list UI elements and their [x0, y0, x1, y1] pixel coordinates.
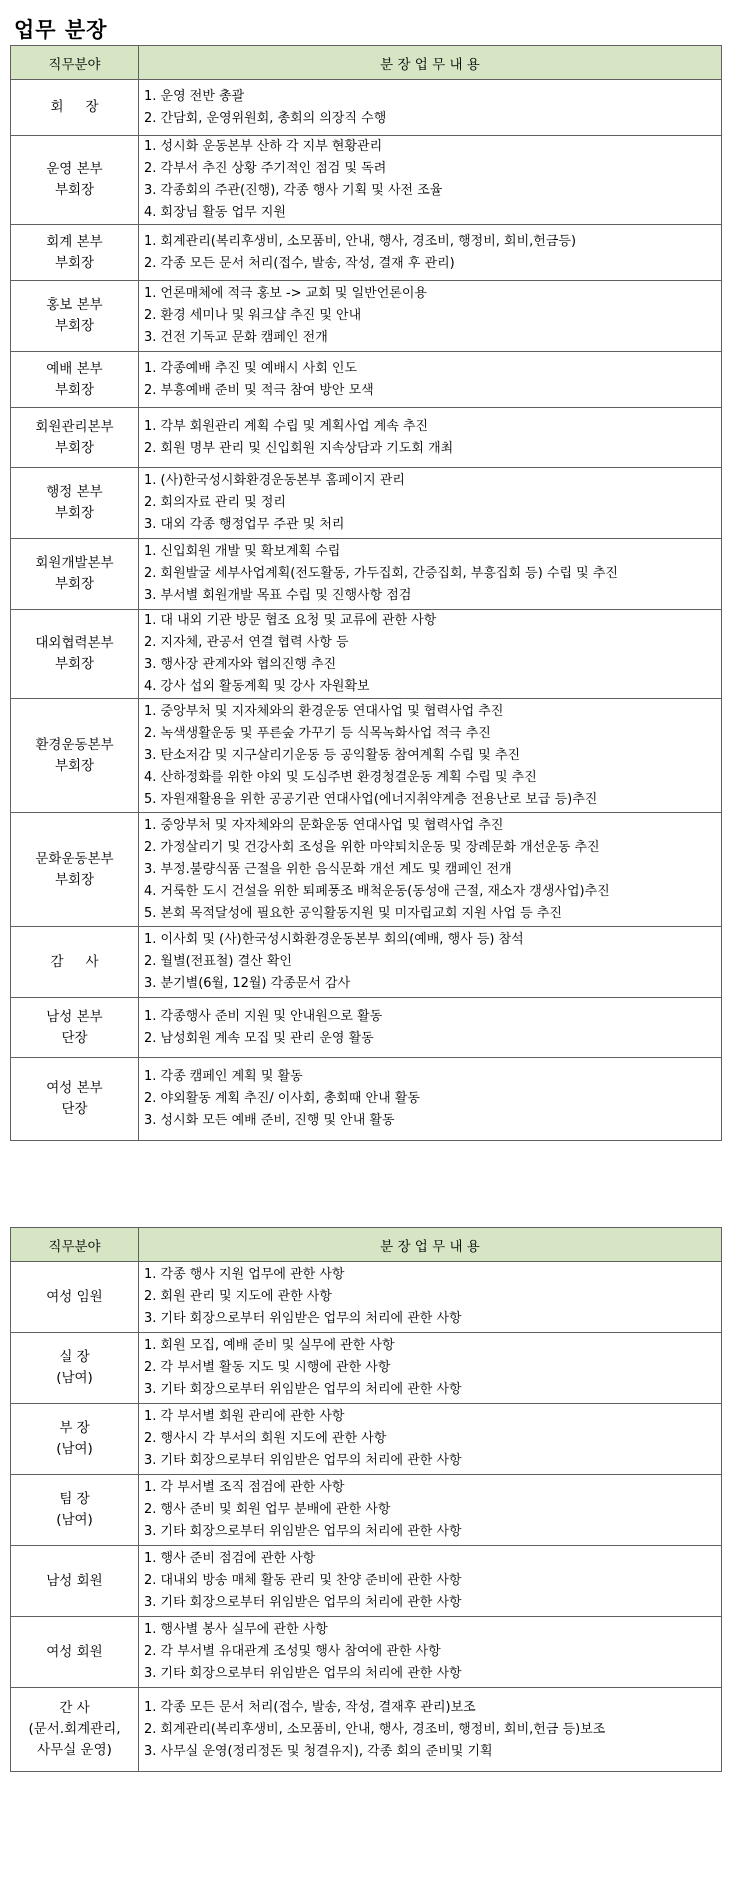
duty-item: 1. 각종예배 추진 및 예배시 사회 인도 — [144, 360, 358, 376]
duty-item: 1. 각부 회원관리 계획 수립 및 계획사업 계속 추진 — [144, 418, 429, 434]
duty-cell — [139, 927, 722, 998]
duty-item: 1. 각종 모든 문서 처리(접수, 발송, 작성, 결재후 관리)보조 — [144, 1699, 476, 1715]
duty-cell — [139, 1262, 722, 1333]
role-label: 부회장 — [54, 656, 95, 672]
table-row — [11, 1058, 722, 1141]
duty-cell — [139, 1546, 722, 1617]
table-row — [11, 539, 722, 610]
table-row — [11, 136, 722, 225]
role-label: 간 사 — [59, 1700, 90, 1716]
page-title: 업무 분장 — [14, 18, 108, 42]
role-cell — [11, 408, 139, 468]
duty-item: 1. 중앙부처 및 자자체와의 문화운동 연대사업 및 협력사업 추진 — [144, 817, 504, 833]
duty-cell — [139, 80, 722, 136]
role-label: 남성 본부 — [46, 1008, 103, 1025]
duty-item: 3. 기타 회장으로부터 위임받은 업무의 처리에 관한 사항 — [144, 1311, 462, 1326]
duty-cell — [139, 1617, 722, 1688]
role-label: 회계 본부 — [46, 233, 103, 250]
duty-item: 5. 본회 목적달성에 필요한 공익활동지원 및 미자립교회 지원 사업 등 추진 — [144, 905, 562, 921]
role-cell — [11, 610, 139, 699]
role-cell — [11, 1546, 139, 1617]
duty-item: 2. 회원발굴 세부사업계획(전도활동, 가두집회, 간증집회, 부흥집회 등) 수립 및 추진 — [144, 566, 618, 581]
role-label: 회원관리본부 — [35, 418, 114, 435]
duty-item: 2. 각 부서별 유대관계 조성및 행사 참여에 관한 사항 — [144, 1644, 441, 1659]
table-row — [11, 610, 722, 699]
table-row — [11, 1688, 722, 1772]
role-label: (문서.회계관리, — [28, 1721, 121, 1737]
duty-cell — [139, 468, 722, 539]
role-label: 단장 — [61, 1029, 88, 1046]
duty-cell — [139, 1688, 722, 1772]
duty-item: 2. 회원 관리 및 지도에 관한 사항 — [144, 1289, 332, 1304]
table-row — [11, 80, 722, 136]
role-label: 행정 본부 — [46, 484, 103, 500]
role-cell — [11, 136, 139, 225]
duty-cell — [139, 1404, 722, 1475]
role-cell — [11, 468, 139, 539]
role-label: 대외협력본부 — [35, 635, 114, 651]
role-cell — [11, 281, 139, 352]
role-label: 여성 본부 — [46, 1080, 103, 1096]
duty-item: 1. 언론매체에 적극 홍보 -> 교회 및 일반언론이용 — [144, 286, 427, 301]
table-row — [11, 1546, 722, 1617]
role-label: 부회장 — [54, 576, 95, 592]
role-label: 부회장 — [54, 871, 95, 888]
role-label: 단장 — [61, 1101, 88, 1117]
role-label: 실 장 — [59, 1349, 90, 1365]
duty-item: 1. (사)한국성시화환경운동본부 홈페이지 관리 — [144, 473, 405, 488]
duty-item: 2. 남성회원 계속 모집 및 관리 운영 활동 — [144, 1030, 374, 1046]
duty-item: 1. 각종 캠페인 계획 및 활동 — [144, 1069, 303, 1084]
role-cell — [11, 1262, 139, 1333]
duty-item: 2. 간담회, 운영위원회, 총회의 의장직 수행 — [144, 110, 387, 126]
role-cell — [11, 1688, 139, 1772]
duty-item: 2. 부흥예배 준비 및 적극 참여 방안 모색 — [144, 382, 374, 398]
role-label: 회장 — [50, 99, 121, 115]
table-row — [11, 1617, 722, 1688]
duty-item: 3. 기타 회장으로부터 위임받은 업무의 처리에 관한 사항 — [144, 1666, 462, 1681]
duty-cell — [139, 998, 722, 1058]
role-label: 부회장 — [54, 757, 95, 774]
table-row — [11, 998, 722, 1058]
header-duties: 분 장 업 무 내 용 — [139, 46, 722, 80]
duty-item: 1. 행사별 봉사 실무에 관한 사항 — [144, 1622, 328, 1637]
role-label: 환경운동본부 — [35, 736, 114, 753]
role-label: 예배 본부 — [46, 360, 103, 377]
duty-item: 1. 신입회원 개발 및 확보계획 수립 — [144, 544, 341, 559]
duty-item: 3. 부정.불량식품 근절을 위한 음식문화 개선 계도 및 캠페인 전개 — [144, 861, 512, 877]
header-role: 직무분야 — [11, 1228, 139, 1262]
duty-cell — [139, 352, 722, 408]
role-label: 홍보 본부 — [46, 297, 103, 313]
role-label: (남여) — [56, 1441, 93, 1457]
duty-item: 2. 회계관리(복리후생비, 소모품비, 안내, 행사, 경조비, 행정비, 회비,헌금 등)보조 — [144, 1721, 606, 1737]
table-row — [11, 1475, 722, 1546]
duty-item: 2. 야외활동 계획 추진/ 이사회, 총회때 안내 활동 — [144, 1091, 420, 1106]
duty-item: 1. 회원 모집, 예배 준비 및 실무에 관한 사항 — [144, 1338, 395, 1353]
duty-item: 1. 성시화 운동본부 산하 각 지부 현황관리 — [144, 139, 383, 154]
role-label: 팀 장 — [59, 1491, 90, 1507]
duty-item: 1. 운영 전반 총괄 — [144, 88, 245, 104]
duty-item: 2. 행사시 각 부서의 회원 지도에 관한 사항 — [144, 1431, 387, 1446]
duty-item: 3. 각종회의 주관(진행), 각종 행사 기획 및 사전 조율 — [144, 183, 443, 198]
duty-item: 2. 각 부서별 활동 지도 및 시행에 관한 사항 — [144, 1360, 391, 1375]
duty-item: 2. 회원 명부 관리 및 신입회원 지속상담과 기도회 개최 — [144, 440, 454, 456]
role-cell — [11, 813, 139, 927]
duty-item: 3. 탄소저감 및 지구살리기운동 등 공익활동 참여계획 수립 및 추진 — [144, 747, 521, 763]
duty-cell — [139, 1475, 722, 1546]
duty-item: 1. 중앙부처 및 지자체와의 환경운동 연대사업 및 협력사업 추진 — [144, 703, 504, 719]
duty-item: 1. 대 내외 기관 방문 협조 요청 및 교류에 관한 사항 — [144, 613, 437, 628]
duty-item: 5. 자원재활용을 위한 공공기관 연대사업(에너지취약계층 전용난로 보급 등)추진 — [144, 791, 598, 807]
role-label: 부회장 — [54, 381, 95, 398]
table-header-row — [11, 46, 722, 80]
duty-item: 4. 산하정화를 위한 야외 및 도심주변 환경청결운동 계획 수립 및 추진 — [144, 769, 537, 785]
duty-item: 2. 각종 모든 문서 처리(접수, 발송, 작성, 결재 후 관리) — [144, 255, 455, 271]
duty-item: 2. 각부서 추진 상황 주기적인 점검 및 독려 — [144, 161, 387, 176]
duty-item: 1. 각 부서별 조직 점검에 관한 사항 — [144, 1480, 345, 1495]
duty-item: 3. 대외 각종 행정업무 주관 및 처리 — [144, 517, 345, 532]
table-row — [11, 1333, 722, 1404]
role-label: 사무실 운영) — [37, 1742, 112, 1758]
role-label: 부회장 — [54, 505, 95, 521]
role-cell — [11, 1475, 139, 1546]
role-cell — [11, 225, 139, 281]
table-row — [11, 813, 722, 927]
role-cell — [11, 539, 139, 610]
duty-item: 2. 대내외 방송 매체 활동 관리 및 찬양 준비에 관한 사항 — [144, 1573, 462, 1588]
role-label: (남여) — [56, 1512, 93, 1528]
duty-item: 1. 회계관리(복리후생비, 소모품비, 안내, 행사, 경조비, 행정비, 회비,헌금등) — [144, 233, 577, 249]
header-duties: 분 장 업 무 내 용 — [139, 1228, 722, 1262]
table-row — [11, 1262, 722, 1333]
duty-item: 2. 회의자료 관리 및 정리 — [144, 495, 286, 510]
role-label: 부회장 — [54, 318, 95, 334]
role-label: 부회장 — [54, 182, 95, 198]
duty-item: 3. 기타 회장으로부터 위임받은 업무의 처리에 관한 사항 — [144, 1382, 462, 1397]
duty-item: 3. 기타 회장으로부터 위임받은 업무의 처리에 관한 사항 — [144, 1524, 462, 1539]
duty-cell — [139, 408, 722, 468]
role-cell — [11, 1058, 139, 1141]
role-cell — [11, 1404, 139, 1475]
duty-item: 2. 행사 준비 및 회원 업무 분배에 관한 사항 — [144, 1502, 391, 1517]
duty-item: 3. 부서별 회원개발 목표 수립 및 진행사항 점검 — [144, 588, 412, 603]
duty-cell — [139, 281, 722, 352]
role-label: 회원개발본부 — [35, 555, 114, 571]
role-label: 감사 — [50, 953, 121, 970]
duty-item: 3. 사무실 운영(정리정돈 및 청결유지), 각종 회의 준비및 기획 — [144, 1743, 493, 1759]
table-row — [11, 225, 722, 281]
role-cell — [11, 80, 139, 136]
duty-cell — [139, 539, 722, 610]
duty-item: 4. 회장님 활동 업무 지원 — [144, 205, 286, 220]
duty-item: 3. 기타 회장으로부터 위임받은 업무의 처리에 관한 사항 — [144, 1595, 462, 1610]
duty-table-main — [10, 45, 722, 1141]
role-label: 여성 임원 — [46, 1288, 103, 1305]
duty-table-members — [10, 1227, 722, 1772]
duty-cell — [139, 813, 722, 927]
role-label: 문화운동본부 — [35, 850, 114, 867]
duty-item: 1. 이사회 및 (사)한국성시화환경운동본부 회의(예배, 행사 등) 참석 — [144, 932, 524, 947]
role-cell — [11, 998, 139, 1058]
header-role: 직무분야 — [11, 46, 139, 80]
duty-item: 3. 성시화 모든 예배 준비, 진행 및 안내 활동 — [144, 1113, 395, 1128]
role-label: (남여) — [56, 1370, 93, 1386]
duty-item: 3. 행사장 관계자와 협의진행 추진 — [144, 657, 337, 672]
duty-cell — [139, 1058, 722, 1141]
duty-item: 2. 가정살리기 및 건강사회 조성을 위한 마약퇴치운동 및 장례문화 개선운동 추진 — [144, 839, 600, 855]
role-cell — [11, 699, 139, 813]
table-row — [11, 927, 722, 998]
duty-item: 2. 환경 세미나 및 워크샵 추진 및 안내 — [144, 308, 362, 323]
role-label: 운영 본부 — [46, 161, 103, 177]
role-label: 부회장 — [54, 254, 95, 271]
duty-item: 1. 각 부서별 회원 관리에 관한 사항 — [144, 1409, 345, 1424]
role-label: 남성 회원 — [46, 1572, 103, 1589]
duty-cell — [139, 699, 722, 813]
table-header-row — [11, 1228, 722, 1262]
duty-item: 1. 행사 준비 점검에 관한 사항 — [144, 1551, 316, 1566]
role-cell — [11, 1333, 139, 1404]
duty-item: 1. 각종 행사 지원 업무에 관한 사항 — [144, 1267, 345, 1282]
role-cell — [11, 352, 139, 408]
duty-item: 3. 건전 기독교 문화 캠페인 전개 — [144, 330, 328, 345]
duty-item: 2. 월별(전표철) 결산 확인 — [144, 954, 292, 969]
table-row — [11, 352, 722, 408]
role-label: 여성 회원 — [46, 1643, 103, 1660]
duty-cell — [139, 136, 722, 225]
duty-item: 3. 분기별(6월, 12월) 각종문서 감사 — [144, 976, 351, 991]
duty-item: 4. 거룩한 도시 건설을 위한 퇴폐풍조 배척운동(동성애 근절, 재소자 갱생사업)추진 — [144, 883, 610, 899]
duty-item: 4. 강사 섭외 활동계획 및 강사 자원확보 — [144, 679, 370, 694]
table-row — [11, 1404, 722, 1475]
duty-cell — [139, 610, 722, 699]
duty-cell — [139, 225, 722, 281]
table-row — [11, 408, 722, 468]
duty-item: 1. 각종행사 준비 지원 및 안내원으로 활동 — [144, 1008, 383, 1024]
role-cell — [11, 1617, 139, 1688]
duty-cell — [139, 1333, 722, 1404]
duty-item: 2. 지자체, 관공서 연결 협력 사항 등 — [144, 635, 349, 650]
role-label: 부 장 — [59, 1420, 90, 1436]
table-row — [11, 468, 722, 539]
table-row — [11, 281, 722, 352]
table-row — [11, 699, 722, 813]
role-label: 부회장 — [54, 439, 95, 456]
role-cell — [11, 927, 139, 998]
duty-item: 3. 기타 회장으로부터 위임받은 업무의 처리에 관한 사항 — [144, 1453, 462, 1468]
duty-item: 2. 녹색생활운동 및 푸른숲 가꾸기 등 식목녹화사업 적극 추진 — [144, 725, 491, 741]
